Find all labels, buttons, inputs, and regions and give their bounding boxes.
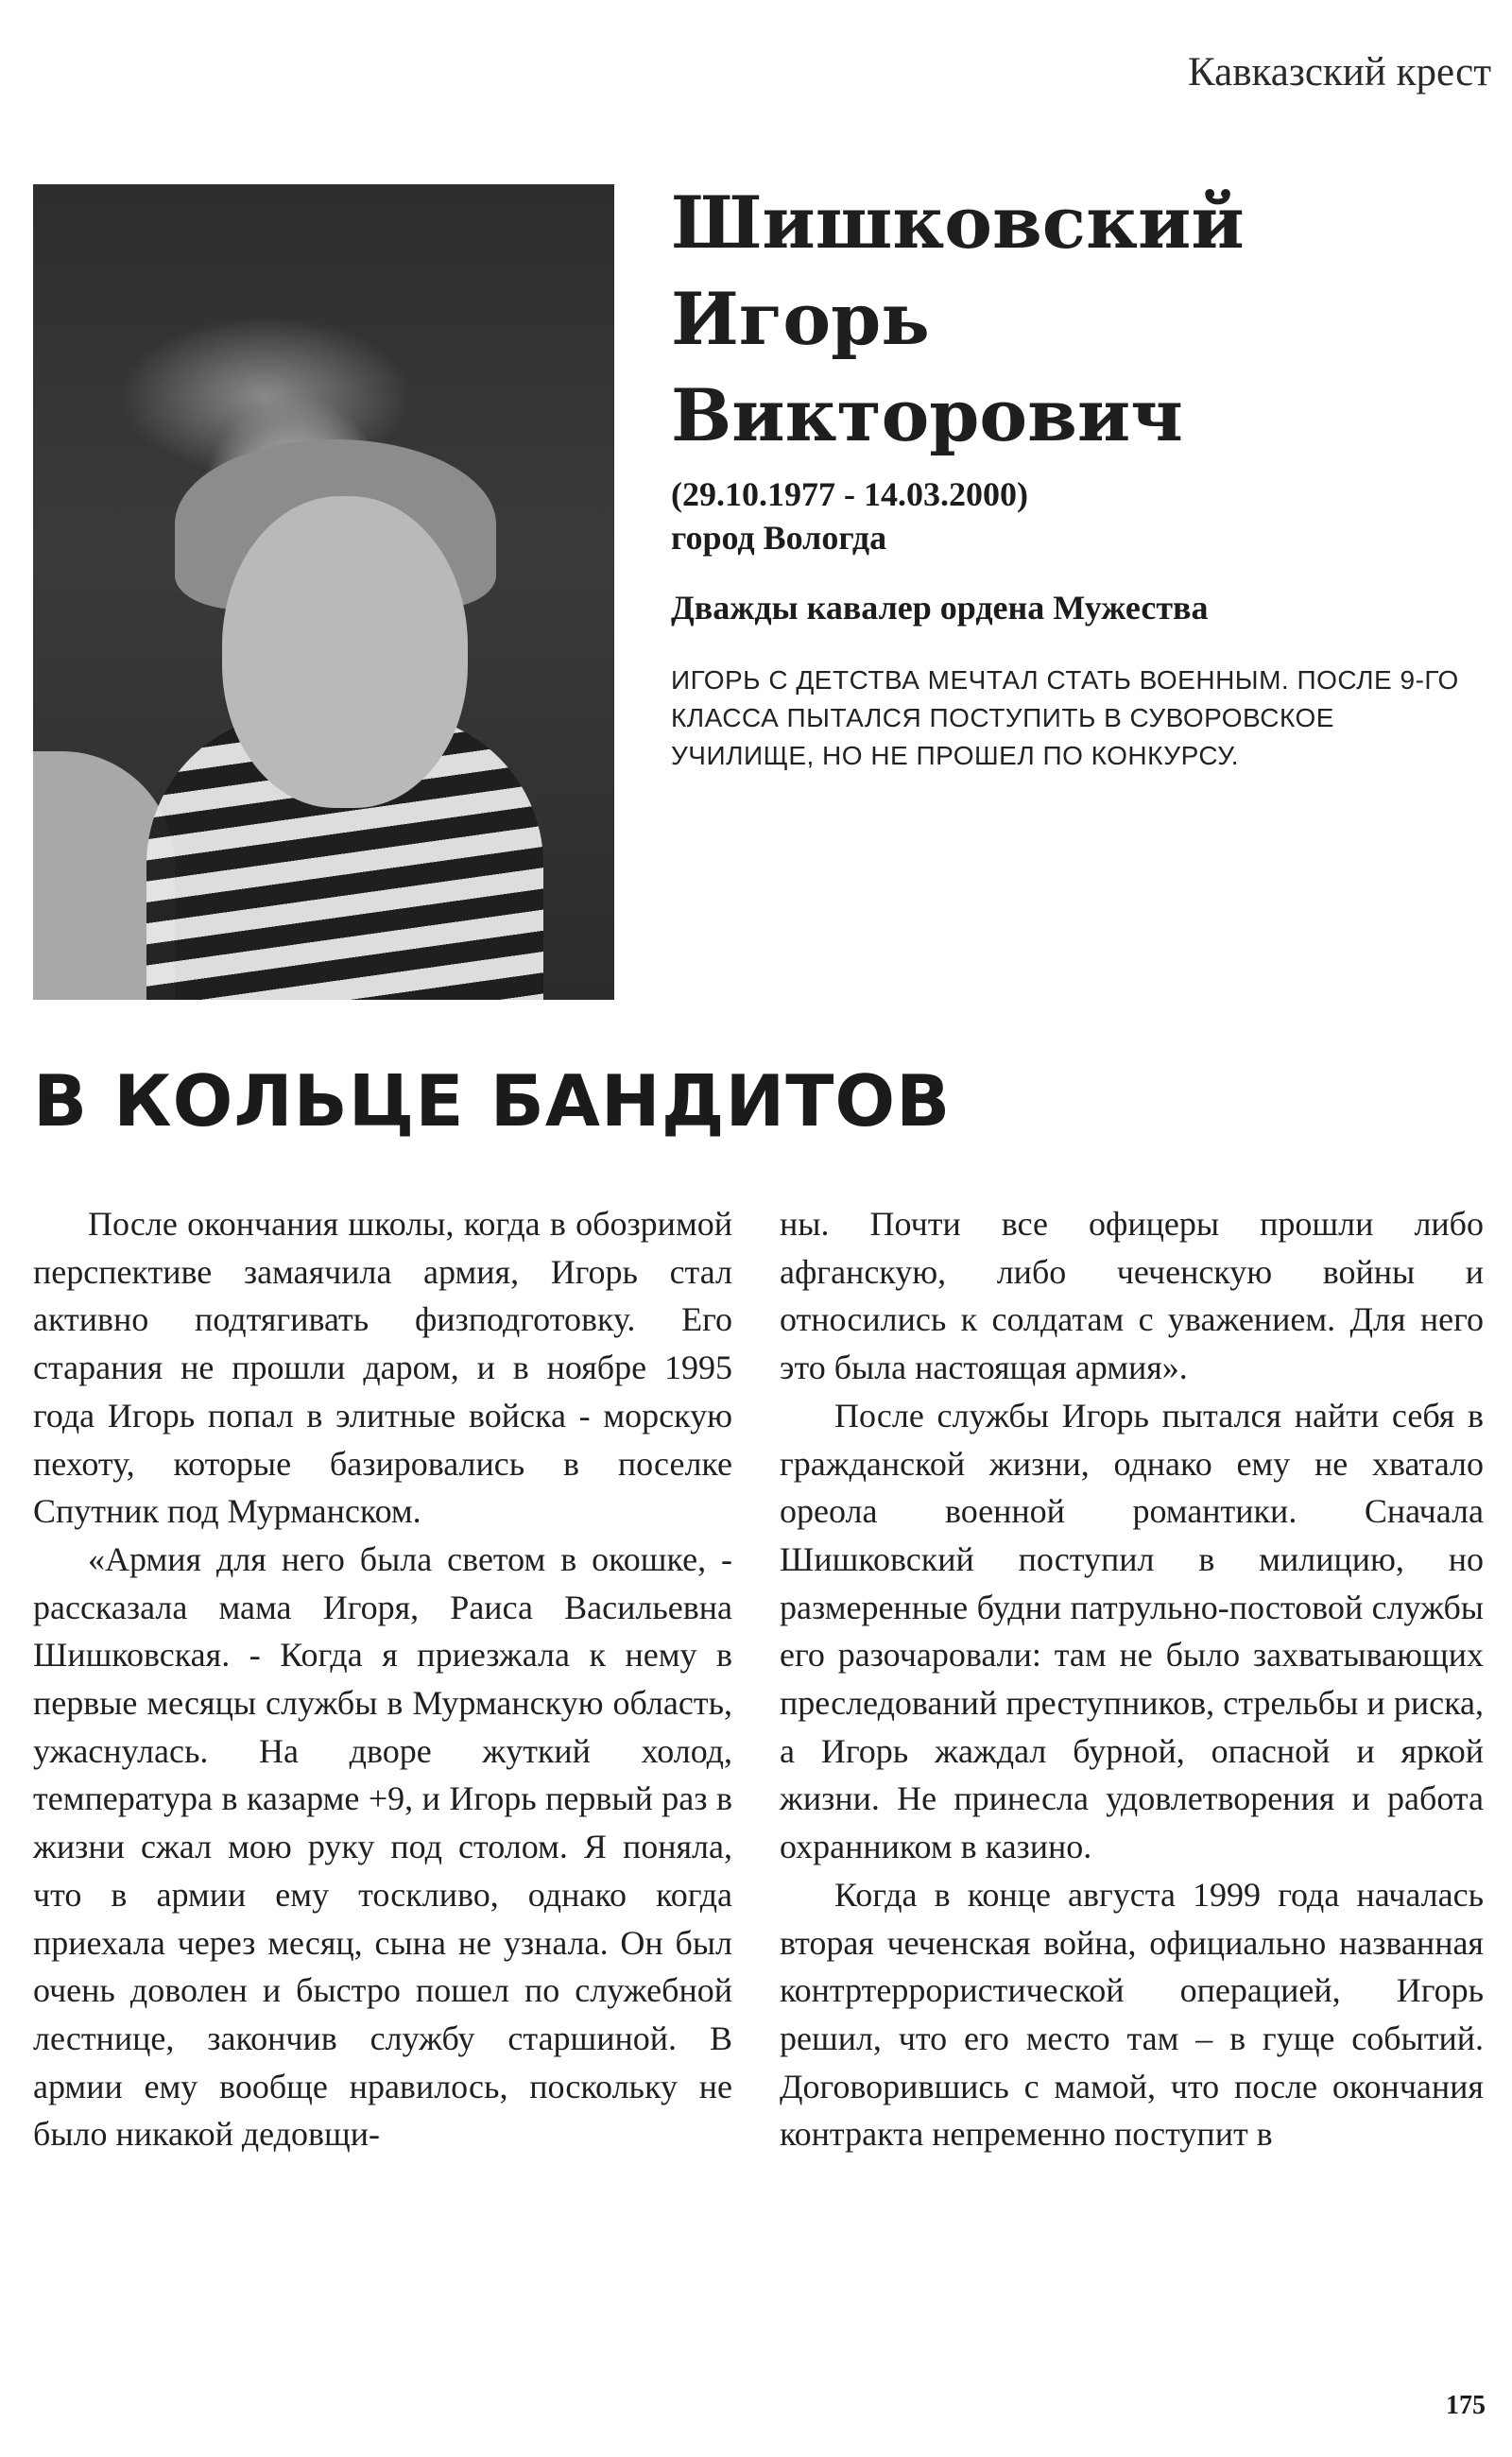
person-dates: (29.10.1977 - 14.03.2000) (671, 475, 1028, 513)
photo-face (222, 496, 468, 808)
running-head: Кавказский крест (1188, 50, 1491, 94)
article-paragraph: После окончания школы, когда в обозримой перспективе замаячила армия, Игорь стал активно подтягивать физподготовку. Его старания не прошли даром, и в ноябре 1995 года Игорь попал в элитные войска - морскую пехоту, которые базировались в поселке Спутник под Мурманском. (33, 1205, 732, 1531)
article-paragraph: После службы Игорь пытался найти себя в гражданской жизни, однако ему не хватало ореола военной романтики. Сначала Шишковский поступил в милицию, но размеренные будни патрульно-постовой службы его разочаровали: там не было захватывающих преследований преступников, стрельбы и риска, а Игорь жаждал бурной, опасной и яркой жизни. Не принесла удовлетворения и работа охранником в казино. (780, 1396, 1484, 1866)
article-column-left (33, 1200, 732, 2158)
article-paragraph: Когда в конце августа 1999 года началась вторая чеченская война, официально названная контртеррористической операцией, Игорь решил, что его место там – в гуще событий. Договорившись с мамой, что после окончания контракта непременно поступит в (780, 1875, 1484, 2154)
person-details (671, 472, 1028, 559)
person-award: Дважды кавалер ордена Мужества (671, 589, 1209, 627)
person-patronymic: Викторович (671, 373, 1183, 457)
person-surname: Шишковский (671, 180, 1245, 265)
article-column-right (780, 1200, 1484, 2158)
article-paragraph: «Армия для него была светом в окошке, - рассказала мама Игоря, Раиса Васильевна Шишковская. - Когда я приезжала к нему в первые месяцы службы в Мурманскую область, ужаснулась. На дворе жуткий холод, температура в казарме +9, и Игорь первый раз в жизни сжал мою руку под столом. Я поняла, что в армии ему тоскливо, однако когда приехала через месяц, сына не узнала. Он был очень доволен и быстро пошел по служебной лестнице, закончив службу старшиной. В армии ему вообще нравилось, поскольку не было никакой дедовщи- (33, 1539, 732, 2154)
person-name (671, 175, 1245, 464)
article-paragraph: ны. Почти все офицеры прошли либо афганскую, либо чеченскую войны и относились к солдатам с уважением. Для него это была настоящая армия». (780, 1205, 1484, 1387)
section-title: В КОЛЬЦЕ БАНДИТОВ (33, 1059, 952, 1143)
lead-paragraph: ИГОРЬ С ДЕТСТВА МЕЧТАЛ СТАТЬ ВОЕННЫМ. ПОСЛЕ 9-ГО КЛАССА ПЫТАЛСЯ ПОСТУПИТЬ В СУВОРОВСКОЕ УЧИЛИЩЕ, НО НЕ ПРОШЕЛ ПО КОНКУРСУ. (671, 665, 1459, 770)
page-number: 175 (1446, 2391, 1486, 2420)
portrait-photo (33, 184, 614, 1000)
person-city: город Вологда (671, 519, 887, 557)
person-first-name: Игорь (671, 277, 930, 361)
